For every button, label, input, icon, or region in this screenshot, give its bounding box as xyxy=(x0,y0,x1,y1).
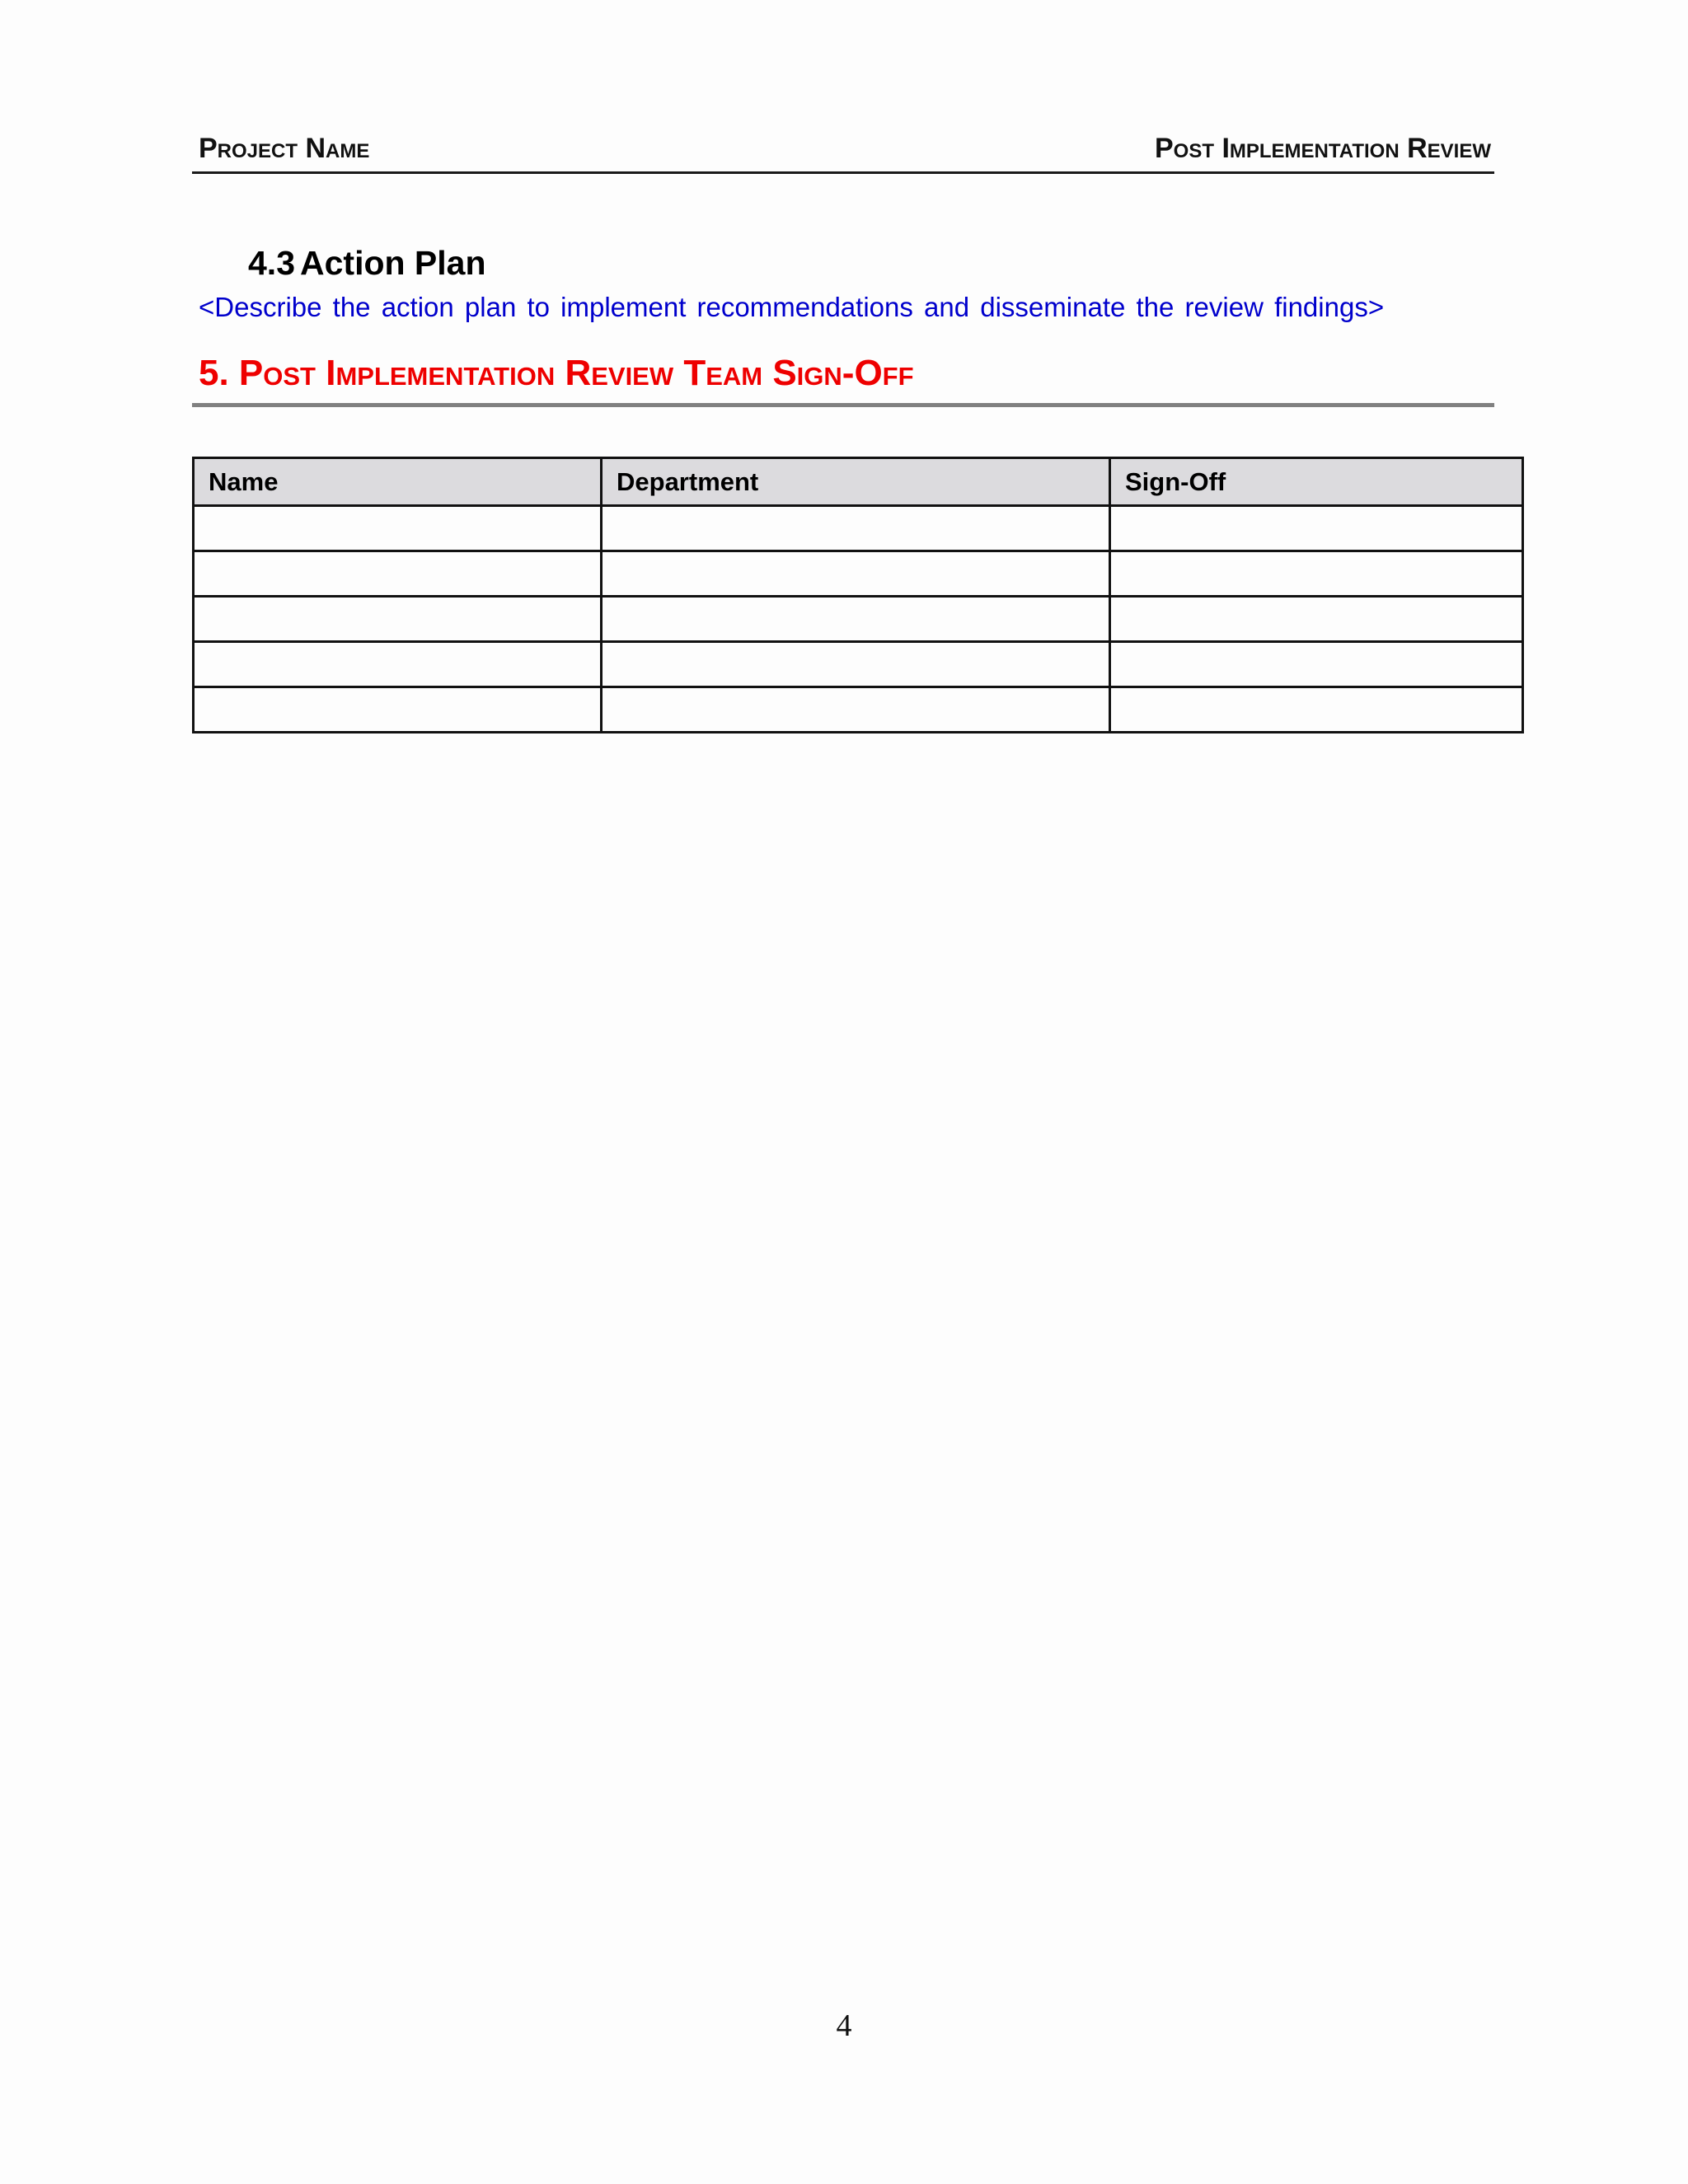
cell-department[interactable] xyxy=(602,506,1110,551)
column-header-department: Department xyxy=(602,458,1110,506)
cell-signoff[interactable] xyxy=(1110,551,1523,597)
section-divider xyxy=(192,403,1494,407)
header-project-name: Project Name xyxy=(199,133,370,164)
cell-signoff[interactable] xyxy=(1110,687,1523,733)
cell-department[interactable] xyxy=(602,551,1110,597)
table-row xyxy=(194,506,1523,551)
table-row xyxy=(194,597,1523,642)
subsection-number: 4.3 xyxy=(248,244,295,282)
cell-signoff[interactable] xyxy=(1110,506,1523,551)
table-row xyxy=(194,551,1523,597)
cell-department[interactable] xyxy=(602,642,1110,687)
page-number: 4 xyxy=(836,2008,852,2043)
action-plan-placeholder: <Describe the action plan to implement recommendations and disseminate the review findings> xyxy=(199,292,1385,322)
cell-signoff[interactable] xyxy=(1110,642,1523,687)
column-header-signoff: Sign-Off xyxy=(1110,458,1523,506)
table-row xyxy=(194,687,1523,733)
subsection-heading xyxy=(248,244,486,283)
cell-name[interactable] xyxy=(194,506,602,551)
section-heading: 5. Post Implementation Review Team Sign-Off xyxy=(199,353,914,393)
cell-name[interactable] xyxy=(194,597,602,642)
column-header-name: Name xyxy=(194,458,602,506)
table-row xyxy=(194,642,1523,687)
cell-name[interactable] xyxy=(194,642,602,687)
subsection-title: Action Plan xyxy=(300,244,486,282)
cell-department[interactable] xyxy=(602,687,1110,733)
cell-name[interactable] xyxy=(194,551,602,597)
cell-signoff[interactable] xyxy=(1110,597,1523,642)
cell-name[interactable] xyxy=(194,687,602,733)
header-document-title: Post Implementation Review xyxy=(1154,133,1491,164)
table-header-row xyxy=(194,458,1523,506)
signoff-table xyxy=(192,457,1524,733)
cell-department[interactable] xyxy=(602,597,1110,642)
page-header xyxy=(192,132,1494,174)
